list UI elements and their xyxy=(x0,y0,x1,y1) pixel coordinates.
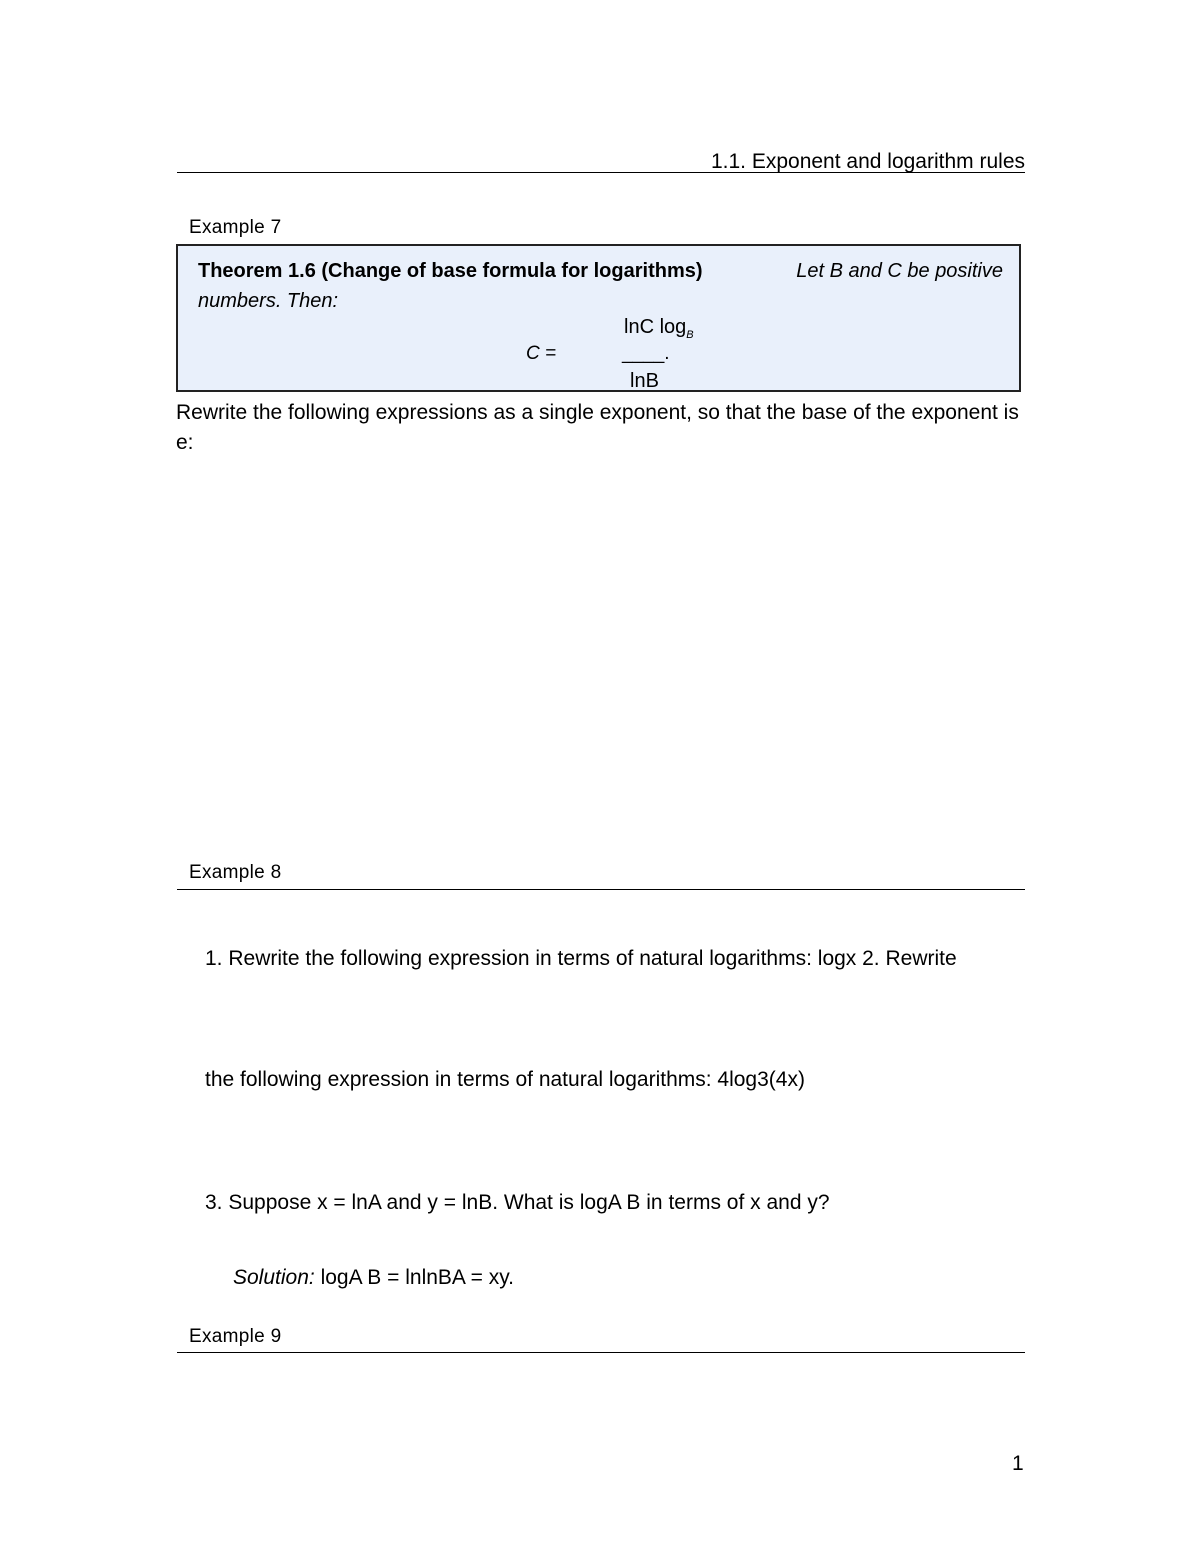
theorem-statement-2: numbers. Then: xyxy=(198,290,339,312)
solution-line xyxy=(233,1266,514,1290)
theorem-title: Theorem 1.6 (Change of base formula for logarithms) xyxy=(198,260,703,282)
page-number: 1 xyxy=(1012,1452,1024,1475)
theorem-statement-1: Let B and C be positive xyxy=(796,260,1003,282)
theorem-box xyxy=(176,244,1021,392)
example-8-rule xyxy=(177,889,1025,890)
example-7-prompt: Rewrite the following expressions as a single exponent, so that the base of the exponent is e: xyxy=(176,401,1019,454)
formula-numerator xyxy=(624,316,694,341)
formula-bar: ____. xyxy=(622,343,670,364)
formula-denominator: lnB xyxy=(630,370,659,392)
running-header-title: 1.1. Exponent and logarithm rules xyxy=(710,150,1025,173)
example-8-item-2: the following expression in terms of natural logarithms: 4log3(4x) xyxy=(205,1068,805,1091)
theorem-line-1 xyxy=(198,260,1003,283)
solution-text: logA B = lnlnBA = xy. xyxy=(320,1266,514,1289)
formula-numerator-text: lnC log xyxy=(624,316,687,338)
solution-label: Solution: xyxy=(233,1266,315,1289)
formula-lhs: C = xyxy=(526,343,557,364)
example-8-label: Example 8 xyxy=(189,862,282,883)
example-9-label: Example 9 xyxy=(189,1326,282,1347)
example-8-item-3: 3. Suppose x = lnA and y = lnB. What is logA B in terms of x and y? xyxy=(205,1191,830,1214)
header-rule xyxy=(177,172,1025,173)
formula-numerator-sub: B xyxy=(686,329,694,341)
example-7-label: Example 7 xyxy=(189,217,282,238)
example-9-rule xyxy=(177,1352,1025,1353)
example-8-item-1: 1. Rewrite the following expression in terms of natural logarithms: logx 2. Rewrite xyxy=(205,947,957,970)
